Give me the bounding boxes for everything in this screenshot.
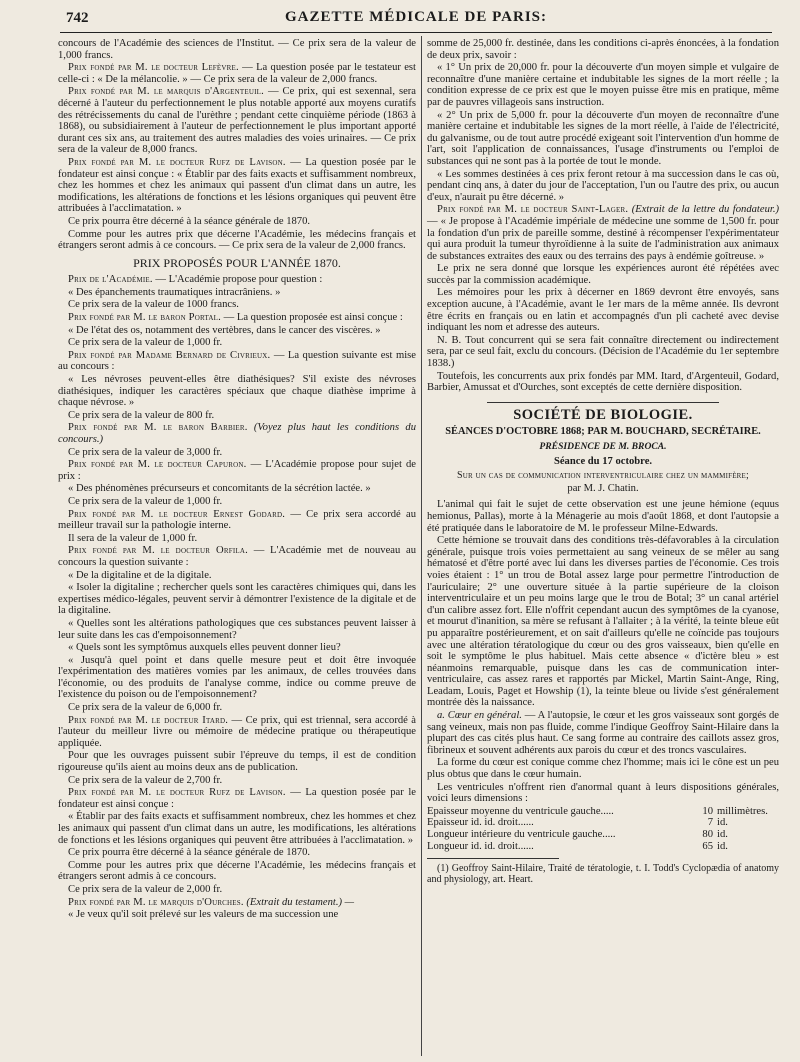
row-label: Longueur intérieure du ventricule gauche..... (427, 829, 616, 840)
row-value: 7 (707, 817, 713, 829)
paragraph: « De la digitaline et de la digitale. (68, 569, 212, 581)
paragraph: somme de 25,000 fr. destinée, dans les conditions ci-après énoncées, à la fondation de deux prix, savoir : (427, 38, 779, 61)
section-heading: PRIX PROPOSÉS POUR L'ANNÉE 1870. (133, 255, 341, 270)
prize-paragraph: Prix fondé par M. le docteur Ernest Godard. — Ce prix sera accordé au meilleur travail sur la pathologie interne. (58, 508, 416, 532)
row-label: Epaisseur id. id. droit...... (427, 817, 534, 829)
prize-paragraph: Prix fondé par M. le docteur Capuron. — L'Académie propose pour sujet de prix : (58, 459, 416, 482)
paragraph: « Jusqu'à quel point et dans quelle mesure peut et doit être invoquée l'expérimentation des matières vomies par les animaux, de celles trouvées dans l'économie, ou des produits de l'analyse comme, indice ou comme preuve de l'existence du poison ou de l'empoisonnement? (58, 654, 416, 701)
paragraph: Ce prix sera de la valeur de 3,000 fr. (68, 446, 223, 458)
paragraph: « Établir par des faits exacts et suffisamment nombreux, chez les hommes et chez les animaux qui passent d'un climat dans un autre, les modifications, les altérations de fonctions et les lésions organiques qui peuvent être attribuées à l'acclimatation. » (58, 811, 416, 846)
paragraph: « Les névroses peuvent-elles être diathésiques? S'il existe des névroses diathésiques, indiquer les caractères spéciaux que chaque diathèse imprime à chaque névrose. » (58, 374, 416, 409)
paragraph: Ce prix sera de la valeur de 1,000 fr. (68, 337, 223, 349)
paragraph: Les ventricules n'offrent rien d'anormal quant à leurs dispositions générales, voici leurs dimensions : (427, 781, 779, 805)
paragraph: Les mémoires pour les prix à décerner en 1869 devront être envoyés, sans exception aucune, à l'Académie, avant le 1er mars de la même année. Ils devront être écrits en français ou en latin et accompagnés d'un pli cacheté avec devise indiquant les nom et adresse des auteurs. (427, 287, 779, 334)
section-divider (487, 402, 719, 403)
paragraph: Ce prix sera de la valeur de 6,000 fr. (68, 702, 223, 714)
paragraph: L'animal qui fait le sujet de cette observation est une jeune hémione (equus hemionus, Pallas), morte à la Ménagerie au mois d'août 1868, et dont l'autopsie a été pratiquée dans le laboratoire de M. le professeur Milne-Edwards. (427, 499, 779, 534)
case-title: Sur un cas de communication interventriculaire chez un mammifère; (457, 470, 749, 482)
table-row (427, 841, 779, 853)
row-unit: id. (717, 817, 728, 829)
left-column (58, 38, 416, 922)
table-row (427, 829, 779, 841)
case-author: par M. J. Chatin. (567, 482, 639, 494)
prize-paragraph: Prix fondé par M. le marquis d'Argenteuil. — Ce prix, qui est sexennal, sera décerné à l'auteur du perfectionnement le plus notable apporté aux moyens curatifs des rétrécissements du canal de l'urèthre ; pendant cette cinquième période (1863 à 1868), ou subsidiairement à l'auteur de perfectionnement le plus important apporté durant ces six ans, au traitement des autres maladies des voies urinaires. — Ce prix sera de la valeur de 8,000 francs. (58, 86, 416, 156)
row-label: Longueur id. id. droit...... (427, 840, 534, 852)
prize-paragraph: Prix fondé par M. le baron Portal. — La question proposée est ainsi conçue : (68, 312, 403, 324)
prize-paragraph: Prix fondé par M. le docteur Saint-Lager. (Extrait de la lettre du fondateur.) — « Je propose à l'Académie impériale de médecine une somme de 1,500 fr. pour la fondation d'un prix de pareille somme, destiné à récompenser l'expérimentateur qui aura produit la tumeur thyroïdienne à la suite de l'administration aux animaux de substances extraites des eaux ou des terrains des pays à endémie goîtreuse. » (427, 204, 779, 262)
prize-paragraph: Prix fondé par M. le docteur Itard. — Ce prix, qui est triennal, sera accordé à l'auteur du meilleur livre ou mémoire de médecine pratique ou thérapeutique appliquée. (58, 714, 417, 749)
paragraph: Ce prix sera de la valeur de 2,700 fr. (68, 774, 223, 786)
paragraph: « 2° Un prix de 5,000 fr. pour la découverte d'un moyen de reconnaître d'une manière certaine et indubitable les signes de la mort réelle, à l'aide de l'électricité, du galvanisme, ou de tout autre procédé exigeant soit l'intervention d'un homme de l'art, soit l'application de connaissances, l'usage d'instruments ou l'emploi de substances qui ne sont pas à la portée de tout le monde. (427, 109, 779, 167)
paragraph: « De l'état des os, notamment des vertèbres, dans le cancer des viscères. » (68, 324, 381, 336)
footnote-divider (427, 858, 559, 859)
table-row (427, 817, 779, 829)
paragraph: Ce prix pourra être décerné à la séance générale de 1870. (68, 215, 311, 227)
paragraph: Toutefois, les concurrents aux prix fondés par MM. Itard, d'Argenteuil, Godard, Barbier, Amussat et d'Ourches, sont exceptés de cette dernière disposition. (427, 370, 779, 394)
paragraph: N. B. Tout concurrent qui se sera fait connaître directement ou indirectement sera, par ce seul fait, exclu du concours. (Décision de l'Académie du 1er septembre 1838.) (427, 334, 779, 370)
paragraph: Ce prix sera de la valeur de 1,000 fr. (68, 495, 223, 507)
row-unit: millimètres. (717, 805, 768, 817)
paragraph: « Je veux qu'il soit prélevé sur les valeurs de ma succession une (68, 909, 339, 921)
paragraph: Cette hémione se trouvait dans des conditions très-défavorables à la circulation générale, puisque trois voies permettaient au sang veineux de se mêler au sang hématosé et d'être porté avec lui dans les diverses parties de l'économie. Ces trois voies étaient : 1° un trou de Botal assez large pour permettre l'introduction de l'auriculaire; 2° une ouverture située à la partie supérieure de la cloison interventriculaire et un peu moins large que le trou de Botal; 3° un canal artériel d'un calibre assez fort. Elle n'offrit cependant aucun des symptômes de la cyanose, et mourut d'inanition, sa mère se refusant à l'allaiter ; à la vérité, la teinte bleue eût pu apparaître postérieurement, et on sait d'ailleurs qu'elle ne coïncide pas toujours avec une altération tératologique du cœur ou des gros vaisseaux, bien qu'elle en soit le symptôme le plus habituel. Mais cette absence « d'ictère bleu » est néanmoins remarquable, puisque dans les cas de communication inter-ventriculaire, cas assez rares et rapportés par Mickel, Martin Saint-Ange, Ring, Leadam, Louis, Paget et Howship (1), la teinte bleue ou livide s'est généralement montrée dès la naissance. (427, 535, 779, 709)
row-unit: id. (717, 840, 728, 852)
prize-paragraph: Prix fondé par M. le baron Barbier. (Voyez plus haut les conditions du concours.) (58, 422, 416, 445)
paragraph: « Quels sont les symptômus auxquels elles peuvent donner lieu? (68, 642, 341, 654)
prize-paragraph: Prix fondé par Madame Bernard de Civrieux. — La question suivante est mise au concours : (58, 349, 416, 373)
prize-paragraph: Prix fondé par M. le docteur Rufz de Lavison. — La question posée par le fondateur est ainsi conçue : (58, 787, 416, 810)
paragraph: « Les sommes destinées à ces prix feront retour à ma succession dans le cas où, pendant cinq ans, à dater du jour de l'acceptation, l'un ou l'autre des prix, ou aucun d'eux, n'aurait pu être décerné. » (427, 168, 779, 203)
prize-paragraph: Prix de l'Académie. — L'Académie propose pour question : (68, 274, 323, 286)
paragraph: Il sera de la valeur de 1,000 fr. (68, 532, 198, 544)
sessions-heading: SÉANCES D'OCTOBRE 1868; PAR M. BOUCHARD, SECRÉTAIRE. (445, 426, 761, 438)
paragraph: a. Cœur en général. — A l'autopsie, le cœur et les gros vaisseaux sont gorgés de sang veineux, mais non pas fluide, comme l'indique Geoffroy Saint-Hilaire dans la plupart des cas cités plus haut. Ce sang forme au contraire des caillots assez gros, fibrineux et souvent adhérents aux parois du cœur et des troncs vasculaires. (427, 710, 779, 756)
prize-paragraph: Prix fondé par M. le docteur Lefèvre. — La question posée par le testateur est celle-ci : « De la mélancolie. » — Ce prix sera de la valeur de 2,000 francs. (58, 62, 416, 85)
row-value: 80 (702, 829, 713, 840)
paragraph: Comme pour les autres prix que décerne l'Académie, les médecins français et étrangers seront admis à ce concours. — Ce prix sera de la valeur de 2,000 francs. (58, 228, 416, 252)
row-unit: id. (717, 829, 728, 840)
table-row (427, 806, 779, 818)
page-header (60, 4, 772, 33)
paragraph: Ce prix sera de la valeur de 1000 francs. (68, 299, 239, 311)
paragraph: La forme du cœur est conique comme chez l'homme; mais ici le cône est un peu plus obtus que dans le cœur humain. (427, 757, 779, 781)
row-label: Epaisseur moyenne du ventricule gauche..... (427, 805, 614, 817)
seance-heading: Séance du 17 octobre. (553, 455, 653, 467)
row-value: 10 (702, 805, 713, 817)
paragraph: Ce prix sera de la valeur de 800 fr. (68, 409, 215, 421)
presidence-heading: PRÉSIDENCE DE M. BROCA. (539, 441, 667, 452)
paragraph: « 1° Un prix de 20,000 fr. pour la découverte d'un moyen simple et vulgaire de reconnaître d'une manière certaine et indubitable les signes de la mort réelle ; la condition expresse de ce prix est que le moyen puisse être mis en pratique, même par de pauvres villageois sans instruction. (427, 62, 779, 108)
paragraph: « Des épanchements traumatiques intracrâniens. » (68, 286, 281, 298)
paragraph: Ce prix pourra être décerné à la séance générale de 1870. (68, 847, 311, 859)
paragraph: « Isoler la digitaline ; rechercher quels sont les caractères chimiques qui, dans les expertises médico-légales, peuvent servir à démontrer l'existence de la digitale et de la digitaline. (58, 582, 416, 617)
journal-title: GAZETTE MÉDICALE DE PARIS: (284, 9, 547, 25)
paragraph: « Quelles sont les altérations pathologiques que ces substances peuvent laisser à leur suite dans les cas d'empoisonnement? (58, 617, 416, 641)
dimensions-table (427, 806, 779, 852)
paragraph: Pour que les ouvrages puissent subir l'épreuve du temps, il est de condition rigoureuse qu'ils aient au moins deux ans de publication. (58, 750, 416, 774)
paragraph: concours de l'Académie des sciences de l'Institut. — Ce prix sera de la valeur de 1,000 francs. (58, 38, 416, 61)
society-title: SOCIÉTÉ DE BIOLOGIE. (513, 406, 693, 423)
paragraph: Ce prix sera de la valeur de 2,000 fr. (68, 883, 223, 895)
page-number: 742 (66, 10, 89, 26)
prize-paragraph: Prix fondé par M. le docteur Rufz de Lavison. — La question posée par le fondateur est ainsi conçue : « Établir par des faits exacts et suffisamment nombreux, chez les hommes et chez les animaux qui passent d'un climat dans un autre, les modifications, les altérations de fonctions et les lésions organiques qui peuvent être attribuées à l'acclimatation. » (58, 156, 416, 215)
paragraph: « Des phénomènes précurseurs et concomitants de la sécrétion lactée. » (68, 483, 371, 495)
row-value: 65 (702, 840, 713, 852)
footnote: (1) Geoffroy Saint-Hilaire, Traité de tératologie, t. I. Todd's Cyclopædia of anatomy and physiology, art. Heart. (427, 863, 779, 886)
column-divider (421, 36, 422, 1056)
right-column (427, 38, 779, 886)
prize-paragraph: Prix fondé par M. le docteur Orfila. — L'Académie met de nouveau au concours la question suivante : (58, 545, 416, 568)
prize-paragraph: Prix fondé par M. le marquis d'Ourches. (Extrait du testament.) — (68, 896, 355, 908)
paragraph: Comme pour les autres prix que décerne l'Académie, les médecins français et étrangers seront admis à ce concours. (58, 859, 416, 883)
paragraph: Le prix ne sera donné que lorsque les expériences auront été répétées avec succès par la commission académique. (427, 263, 779, 286)
